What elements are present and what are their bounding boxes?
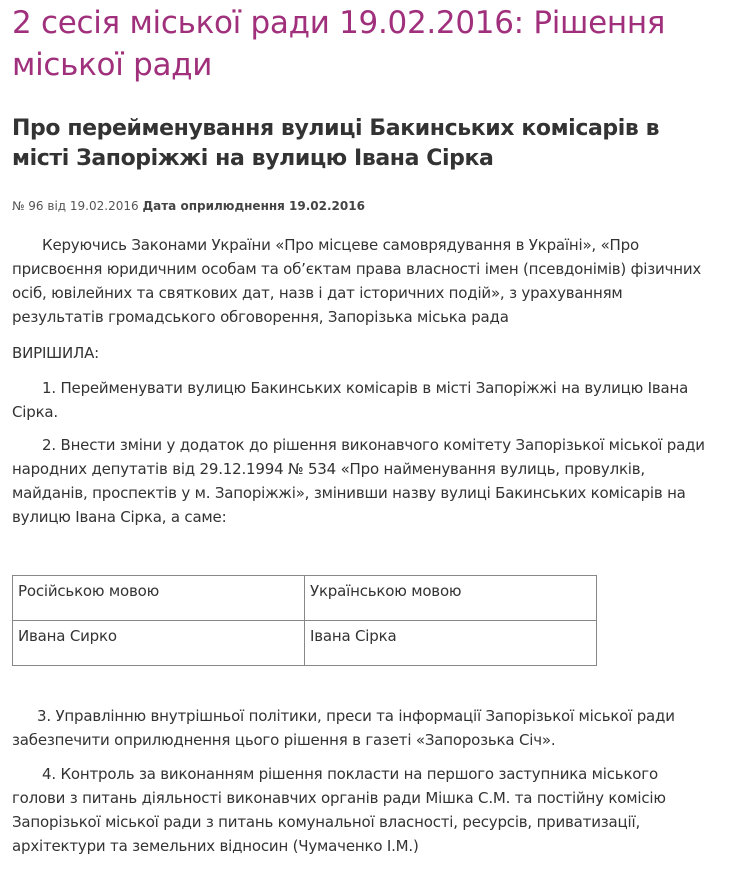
table-row	[13, 621, 597, 666]
table-header-cell: Українською мовою	[305, 576, 597, 621]
decision-item-2: 2. Внести зміни у додаток до рішення виконавчого комітету Запорізької міської ради народних депутатів від 29.12.1994 № 534 «Про найменування вулиць, провулків, майданів, проспектів у м. Запоріжжі», змінивши назву вулиці Бакинських комісарів на вулицю Івана Сірка, а саме:	[12, 436, 705, 526]
decided-heading: ВИРІШИЛА:	[12, 344, 100, 362]
table-header-cell: Російською мовою	[13, 576, 305, 621]
table-cell: Івана Сірка	[305, 621, 597, 666]
table-cell: Ивана Сирко	[13, 621, 305, 666]
document-number: № 96 від 19.02.2016	[12, 199, 139, 213]
decision-item-1: 1. Перейменувати вулицю Бакинських комісарів в місті Запоріжжі на вулицю Івана Сірка.	[12, 379, 689, 421]
publication-date: Дата оприлюднення 19.02.2016	[142, 199, 365, 213]
preamble-paragraph: Керуючись Законами України «Про місцеве самоврядування в Україні», «Про присвоєння юридичним особам та об’єктам права власності імен (псевдонімів) фізичних осіб, ювілейних та святкових дат, назв і дат історичних подій», з урахуванням результатів громадського обговорення, Запорізька міська рада	[12, 236, 702, 326]
document-title: Про перейменування вулиці Бакинських комісарів в місті Запоріжжі на вулицю Івана Сірка	[12, 116, 660, 171]
decision-item-3: 3. Управлінню внутрішньої політики, преси та інформації Запорізької міської ради забезпечити оприлюднення цього рішення в газеті «Запорозька Січ».	[12, 707, 675, 749]
street-names-table	[12, 575, 597, 666]
page-title: 2 сесія міської ради 19.02.2016: Рішення міської ради	[12, 5, 666, 83]
document-meta	[12, 198, 365, 214]
decision-item-4: 4. Контроль за виконанням рішення покласти на першого заступника міського голови з питань діяльності виконавчих органів ради Мішка С.М. та постійну комісію Запорізької міської ради з питань комунальної власності, ресурсів, приватизації, архітектури та земельних відносин (Чумаченко І.М.)	[12, 765, 666, 855]
table-row	[13, 576, 597, 621]
